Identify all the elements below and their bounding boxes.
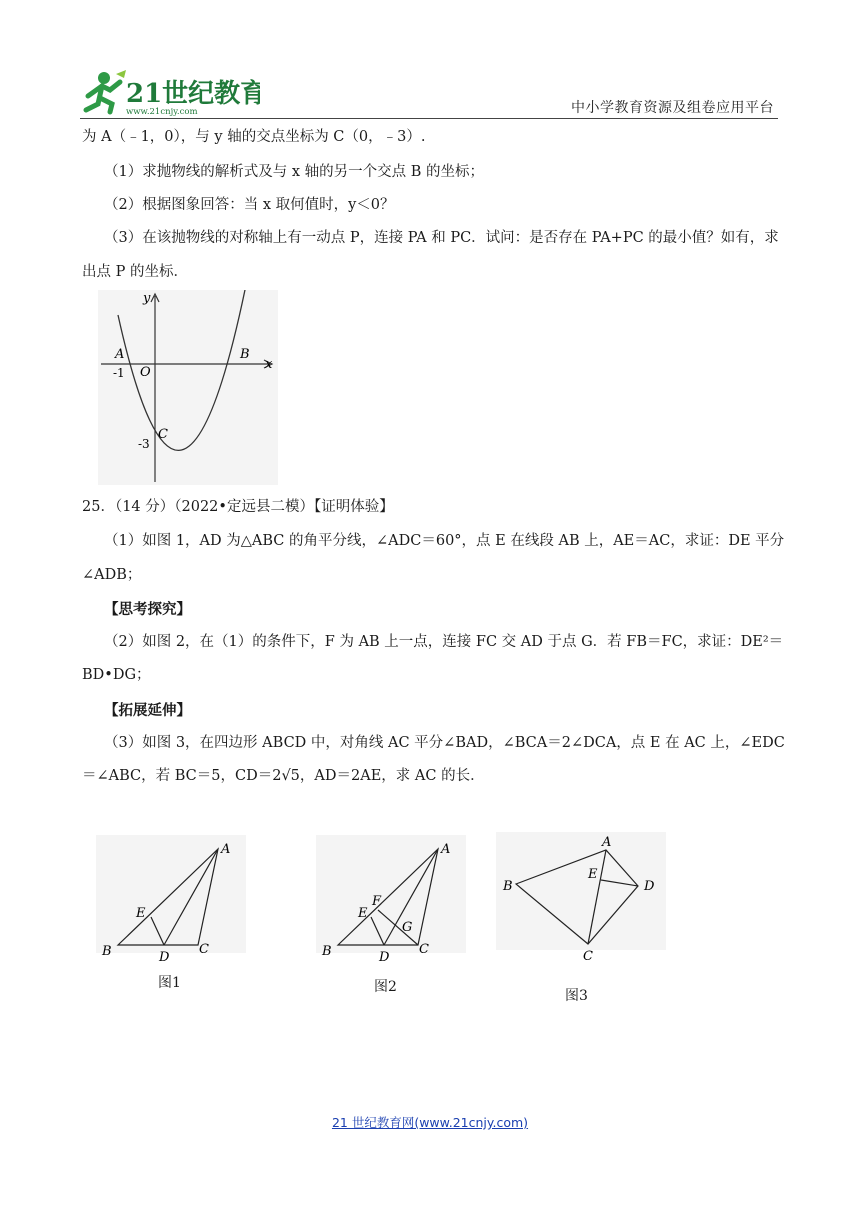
fig1-label-e: E — [136, 906, 146, 921]
logo-subtext: www.21cnjy.com — [126, 107, 198, 116]
fig1-label-a: A — [221, 842, 231, 857]
q24-part3b: 出点 P 的坐标． — [82, 264, 188, 280]
fig1-label-c: C — [199, 942, 209, 957]
q25-part2b: BD•DG； — [82, 667, 151, 683]
q25-part3b: ＝∠ABC，若 BC＝5，CD＝2√5，AD＝2AE，求 AC 的长． — [82, 768, 485, 784]
y-axis-label: y — [143, 291, 151, 306]
tick-neg3-label: -3 — [138, 437, 150, 451]
fig2-label-b: B — [322, 944, 332, 959]
fig2-label-c: C — [419, 942, 429, 957]
section-extension: 【拓展延伸】 — [104, 703, 191, 719]
site-logo[interactable] — [80, 68, 260, 116]
figure-1-diagram — [96, 835, 246, 965]
figure-3-diagram — [496, 832, 666, 967]
q24-part3a: （3）在该抛物线的对称轴上有一动点 P，连接 PA 和 PC．试问：是否存在 PA+PC 的最小值？如有，求 — [104, 230, 779, 246]
q24-part1: （1）求抛物线的解析式及与 x 轴的另一个交点 B 的坐标； — [104, 164, 484, 180]
figure-2-diagram — [316, 835, 466, 965]
fig3-label-e: E — [588, 867, 598, 882]
fig3-label-b: B — [503, 879, 513, 894]
runner-logo-icon — [80, 68, 260, 116]
q25-part1a: （1）如图 1，AD 为△ABC 的角平分线，∠ADC＝60°，点 E 在线段 AB 上，AE＝AC，求证：DE 平分 — [104, 533, 785, 549]
fig2-label-f: F — [372, 894, 382, 909]
x-axis-label: x — [265, 357, 273, 372]
q25-part2a: （2）如图 2，在（1）的条件下，F 为 AB 上一点，连接 FC 交 AD 于点 G．若 FB＝FC，求证：DE²＝ — [104, 634, 784, 650]
fig3-label-c: C — [583, 949, 593, 964]
point-c-label: C — [158, 427, 168, 442]
fig2-label-a: A — [441, 842, 451, 857]
origin-label: O — [140, 365, 151, 380]
point-a-label: A — [115, 347, 125, 362]
fig1-label-d: D — [159, 950, 170, 965]
figure-2-caption: 图2 — [374, 979, 397, 995]
fig2-label-g: G — [402, 920, 413, 935]
point-b-label: B — [240, 347, 250, 362]
fig1-label-b: B — [102, 944, 112, 959]
q24-line1: 为 A（﹣1，0），与 y 轴的交点坐标为 C（0，﹣3）. — [82, 129, 426, 145]
fig2-label-d: D — [379, 950, 390, 965]
platform-title: 中小学教育资源及组卷应用平台 — [571, 100, 774, 116]
fig2-label-e: E — [358, 906, 368, 921]
q25-heading: 25．（14 分）（2022•定远县二模）【证明体验】 — [82, 499, 394, 515]
header-divider — [80, 118, 778, 119]
page-footer — [0, 1113, 860, 1131]
figure-1-caption: 图1 — [158, 975, 181, 991]
footer-link[interactable]: 21 世纪教育网(www.21cnjy.com) — [331, 1115, 529, 1130]
fig3-label-a: A — [602, 835, 612, 850]
parabola-graph — [98, 290, 278, 485]
q24-part2: （2）根据图象回答：当 x 取何值时，y＜0？ — [104, 197, 395, 213]
fig3-label-d: D — [644, 879, 655, 894]
section-think-explore: 【思考探究】 — [104, 602, 191, 618]
figure-3-caption: 图3 — [565, 988, 588, 1004]
q25-part3a: （3）如图 3，在四边形 ABCD 中，对角线 AC 平分∠BAD，∠BCA＝2∠DCA，点 E 在 AC 上，∠EDC — [104, 735, 785, 751]
q25-part1b: ∠ADB； — [82, 567, 142, 583]
logo-text: 21世纪教育 — [126, 79, 260, 109]
tick-neg1-label: -1 — [113, 366, 125, 380]
